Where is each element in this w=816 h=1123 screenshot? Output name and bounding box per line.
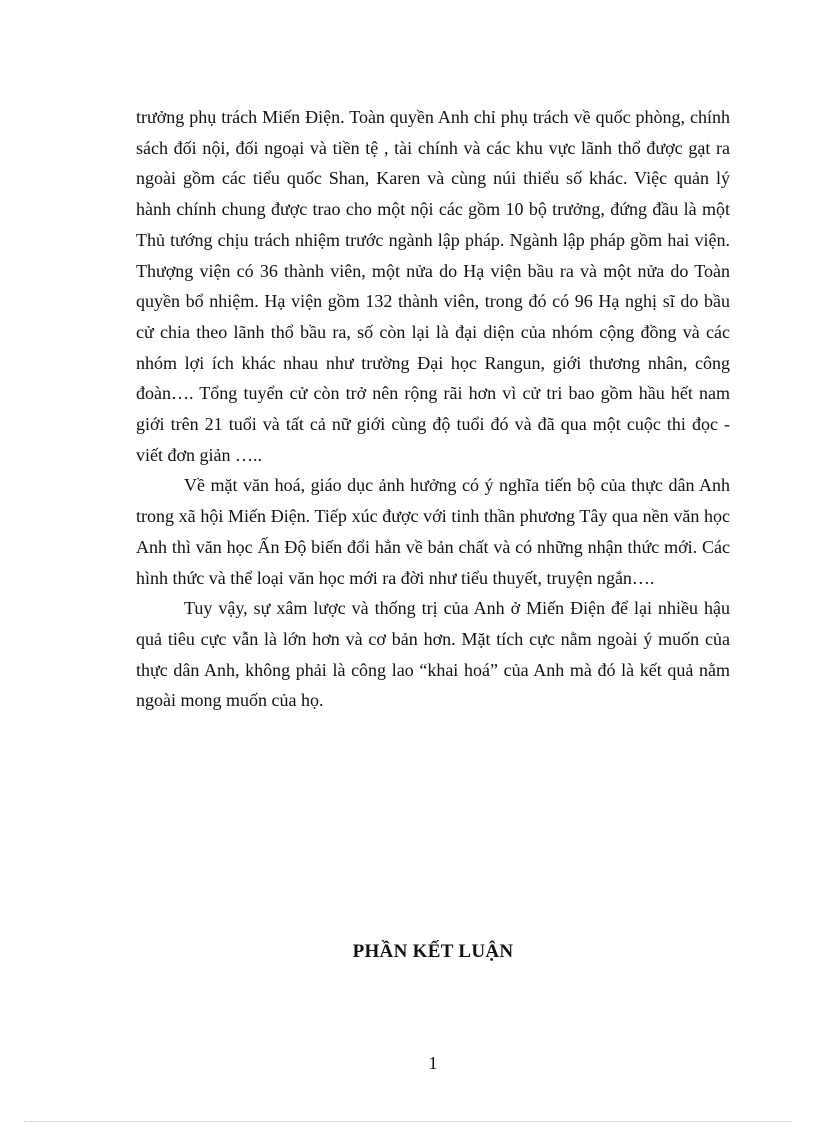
body-text <box>136 102 730 716</box>
paragraph-consequences: Tuy vậy, sự xâm lược và thống trị của Anh ở Miến Điện để lại nhiều hậu quả tiêu cực vẫn là lớn hơn và cơ bản hơn. Mặt tích cực nằm ngoài ý muốn của thực dân Anh, không phải là công lao “khai hoá” của Anh mà đó là kết quả nằm ngoài mong muốn của họ. <box>136 598 730 711</box>
page-edge-divider <box>24 1121 792 1122</box>
page-number: 1 <box>428 1053 438 1073</box>
paragraph-culture-education: Về mặt văn hoá, giáo dục ảnh hưởng có ý nghĩa tiến bộ của thực dân Anh trong xã hội Miến Điện. Tiếp xúc được với tinh thần phương Tây qua nền văn học Anh thì văn học Ấn Độ biến đổi hẳn về bản chất và có những nhận thức mới. Các hình thức và thể loại văn học mới ra đời như tiểu thuyết, truyện ngắn…. <box>136 475 730 588</box>
paragraph-continuation: trưởng phụ trách Miến Điện. Toàn quyền Anh chỉ phụ trách về quốc phòng, chính sách đối nội, đối ngoại và tiền tệ , tài chính và các khu vực lãnh thổ được gạt ra ngoài gồm các tiểu quốc Shan, Karen và cùng núi thiểu số khác. Việc quản lý hành chính chung được trao cho một nội các gồm 10 bộ trưởng, đứng đầu là một Thủ tướng chịu trách nhiệm trước ngành lập pháp. Ngành lập pháp gồm hai viện. Thượng viện có 36 thành viên, một nửa do Hạ viện bầu ra và một nửa do Toàn quyền bổ nhiệm. Hạ viện gồm 132 thành viên, trong đó có 96 Hạ nghị sĩ do bầu cử chia theo lãnh thổ bầu ra, số còn lại là đại diện của nhóm cộng đồng và các nhóm lợi ích khác nhau như trường Đại học Rangun, giới thương nhân, công đoàn…. Tổng tuyển cử còn trở nên rộng rãi hơn vì cử tri bao gồm hầu hết nam giới trên 21 tuổi và tất cả nữ giới cùng độ tuổi đó và đã qua một cuộc thi đọc - viết đơn giản ….. <box>136 107 730 465</box>
section-heading: PHẦN KẾT LUẬN <box>352 941 514 962</box>
